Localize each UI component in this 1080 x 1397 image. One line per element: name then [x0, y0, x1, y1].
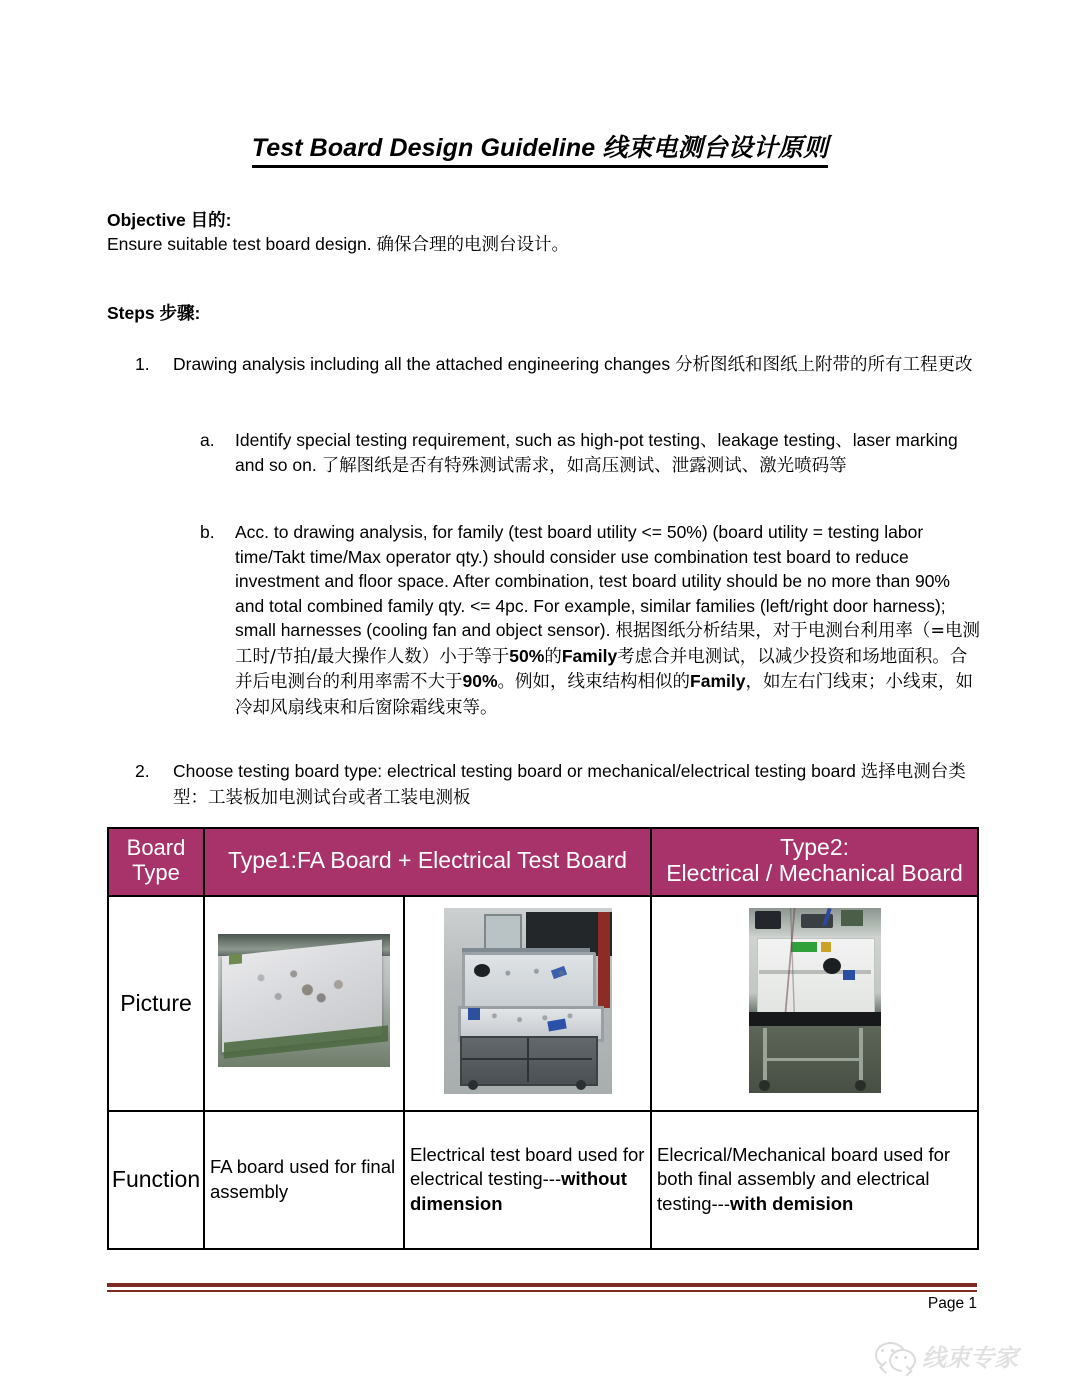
step-1-text-en: Drawing analysis including all the attached engineering changes: [173, 354, 675, 374]
list-marker: 1.: [135, 354, 150, 374]
photo-table-edge: [749, 1012, 881, 1026]
board-type-table: [107, 827, 979, 1250]
cell-picture-type1-fa: [204, 896, 404, 1111]
row-label-function: Function: [108, 1111, 204, 1249]
step-1a-text-en: Identify special testing requirement, such as high-pot testing、leakage testing、laser marking and so on.: [235, 430, 958, 475]
step-1b-cn-bold2: Family: [561, 645, 618, 666]
photo-component-spots: [218, 934, 390, 1067]
step-1b-cn-bold4: Family: [690, 671, 746, 691]
header-board-type-line1: Board: [126, 835, 186, 861]
photo-caster-right: [855, 1080, 866, 1091]
table-row-function: [108, 1111, 978, 1249]
cell-picture-type1-electrical: [404, 896, 651, 1111]
cell-picture-type2: [651, 896, 978, 1111]
step-1a-text-cn: 了解图纸是否有特殊测试需求，如高压测试、泄露测试、激光喷码等: [321, 455, 847, 476]
wechat-eye-2: [891, 1349, 894, 1352]
header-type2-line2: Electrical / Mechanical Board: [666, 859, 963, 886]
page-title-en: Test Board Design Guideline: [251, 134, 603, 162]
list-item-step-1: [135, 352, 980, 378]
list-item-text: [235, 428, 980, 478]
photo-blue-connector: [843, 970, 855, 980]
objective-body-en: Ensure suitable test board design.: [107, 234, 377, 254]
wechat-bubble-small: [889, 1349, 916, 1372]
objective-body: [107, 233, 569, 257]
header-board-type-line2: Type: [132, 859, 180, 885]
row-label-picture: Picture: [108, 896, 204, 1111]
list-item-step-1b: [200, 520, 980, 720]
photo-leg-left: [763, 1028, 767, 1084]
photo-fixture-dots: [444, 908, 612, 1094]
fa-board-photo: [218, 934, 390, 1067]
list-item-text: [173, 352, 980, 378]
footer-divider-thick: [107, 1283, 977, 1287]
step-1b-cn-bold1: 50%: [509, 645, 545, 666]
footer-divider-thin: [107, 1290, 977, 1292]
list-item-step-2: [135, 759, 980, 810]
watermark-text: 线束专家: [922, 1344, 1018, 1372]
photo-caster-left: [468, 1080, 478, 1090]
step-1b-cn-part5: ，如左右门线束；小线束，如冷却风扇线束和后窗除霜线束等。: [235, 672, 973, 718]
list-item-step-1a: [200, 428, 980, 478]
electrical-mechanical-board-photo: [749, 908, 881, 1093]
table-header-board-type: [108, 828, 204, 896]
photo-cross-brace: [763, 1058, 863, 1061]
page-title-cn: 线束电测台设计原则: [602, 133, 829, 162]
table-row-picture: [108, 896, 978, 1111]
cell-function-type2: [651, 1111, 978, 1249]
steps-heading: Steps 步骤:: [107, 303, 201, 323]
step-2-text-en: Choose testing board type: electrical testing board or mechanical/electrical testing board: [173, 761, 861, 781]
electrical-test-bench-photo: [444, 908, 612, 1094]
table-header-row: [108, 828, 978, 896]
function-text-normal: Elecrical/Mechanical board used for both final assembly and electrical testing---: [657, 1144, 951, 1214]
photo-leg-right: [859, 1028, 863, 1084]
wechat-eye-4: [904, 1356, 907, 1359]
photo-caster-right: [576, 1080, 586, 1090]
objective-heading: Objective 目的:: [107, 210, 232, 230]
cell-function-type1-electrical: [404, 1111, 651, 1249]
step-1b-cn-bold3: 90%: [462, 671, 498, 691]
step-1b-cn-part4: 。例如，线束结构相似的: [497, 672, 691, 692]
wechat-eye-1: [881, 1349, 884, 1352]
list-marker: a.: [200, 430, 215, 450]
header-type2-line1: Type2:: [779, 834, 850, 860]
function-text-bold: without dimension: [410, 1168, 627, 1214]
wechat-eye-3: [895, 1356, 898, 1359]
function-text-bold: with demision: [730, 1192, 854, 1214]
step-2-text-cn: 选择电测台类型：工装板加电测试台或者工装电测板: [173, 762, 966, 808]
wechat-icon: [875, 1342, 915, 1370]
photo-black-connector: [823, 958, 841, 974]
page-number: Page 1: [927, 1295, 977, 1312]
watermark: [875, 1338, 1018, 1373]
list-item-text: [235, 520, 980, 720]
step-1b-cn-part2: 的: [544, 646, 562, 667]
cell-function-type1-fa: FA board used for final assembly: [204, 1111, 404, 1249]
photo-caster-left: [759, 1080, 770, 1091]
objective-body-cn: 确保合理的电测台设计。: [376, 235, 569, 255]
step-1b-cn-part1: 根据图纸分析结果，对于电测台利用率（=电测工时/节拍/最大操作人数）小于等于: [235, 621, 981, 667]
list-marker: 2.: [135, 761, 150, 781]
table-header-type1: Type1:FA Board + Electrical Test Board: [204, 828, 651, 896]
list-marker: b.: [200, 522, 215, 542]
step-1b-text-en: Acc. to drawing analysis, for family (test board utility <= 50%) (board utility = testing labor time/Takt time/Max operator qty.) should consider use combination test board to reduce investment and floor space. After combination, test board utility should be no more than 90% and total combined family qty. <= 4pc. For example, similar families (left/right door harness); small harnesses (cooling fan and object sensor).: [235, 522, 950, 640]
page-title: [0, 128, 1080, 164]
function-text-normal: Electrical test board used for electrical testing---: [410, 1144, 645, 1190]
step-1-text-cn: 分析图纸和图纸上附带的所有工程更改: [675, 355, 973, 375]
list-item-text: [173, 759, 980, 810]
step-1b-cn-part3: 考虑合并电测试，以减少投资和场地面积。合并后电测台的利用率需不大于: [235, 646, 968, 692]
table-header-type2: [651, 828, 978, 896]
